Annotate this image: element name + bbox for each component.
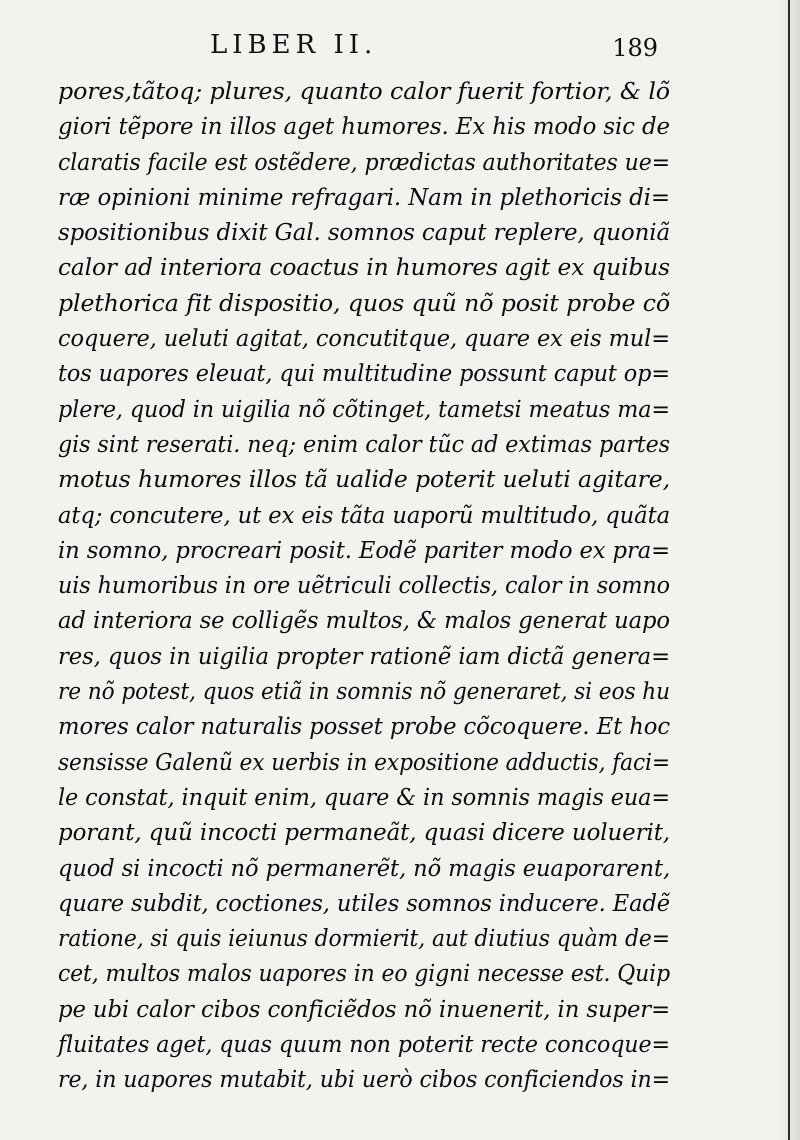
text-line: plethorica fit dispositio, quos quũ nõ posit probe cõ: [58, 288, 671, 317]
text-line: pe ubi calor cibos conficiẽdos nõ inuenerit, in super=: [58, 994, 671, 1023]
text-line: pores,tãtoq; plures, quanto calor fuerit fortior, & lõ: [58, 77, 670, 105]
text-line: res, quos in uigilia propter rationẽ iam dictã genera=: [58, 641, 671, 670]
text-line: uis humoribus in ore uẽtriculi collectis, calor in somno: [58, 571, 670, 600]
text-line: mores calor naturalis posset probe cõcoquere. Et hoc: [58, 712, 670, 741]
text-line: spositionibus dixit Gal. somnos caput replere, quoniã: [58, 218, 670, 247]
text-line: quod si incocti nõ permanerẽt, nõ magis euaporarent,: [58, 853, 671, 882]
text-line: gis sint reserati. neq; enim calor tũc ad extimas partes: [58, 429, 671, 458]
text-line: claratis facile est ostẽdere, prædictas authoritates ue=: [58, 147, 670, 176]
text-line: le constat, inquit enim, quare & in somnis magis eua=: [58, 782, 671, 811]
text-line: tos uapores eleuat, qui multitudine possunt caput op=: [58, 359, 670, 388]
text-block: [58, 74, 670, 1098]
text-line: re nõ potest, quos etiã in somnis nõ generaret, si eos hu: [58, 677, 670, 706]
text-line: giori tẽpore in illos aget humores. Ex his modo sic de: [58, 112, 670, 141]
text-line: coquere, ueluti agitat, concutitque, quare ex eis mul=: [58, 324, 671, 353]
text-line: motus humores illos tã ualide poterit ueluti agitare,: [58, 465, 671, 494]
text-line: atq; concutere, ut ex eis tãta uaporũ multitudo, quãta: [58, 500, 670, 529]
text-line: in somno, procreari posit. Eodẽ pariter modo ex pra=: [58, 535, 670, 564]
text-line: ad interiora se colligẽs multos, & malos generat uapo: [58, 606, 670, 635]
text-line: plere, quod in uigilia nõ cõtinget, tametsi meatus ma=: [58, 394, 670, 423]
text-line: sensisse Galenũ ex uerbis in expositione adductis, faci=: [58, 747, 671, 776]
text-line: calor ad interiora coactus in humores agit ex quibus: [58, 253, 670, 282]
text-line: cet, multos malos uapores in eo gigni necesse est. Quip: [58, 959, 671, 988]
text-line: ræ opinioni minime refragari. Nam in plethoricis di=: [58, 182, 671, 211]
page-number: 189: [612, 34, 658, 62]
spine-edge: [788, 0, 790, 1140]
text-line: ratione, si quis ieiunus dormierit, aut diutius quàm de=: [58, 924, 670, 953]
running-head: LIBER II.: [210, 30, 378, 60]
text-line: fluitates aget, quas quum non poterit recte concoque=: [58, 1030, 670, 1059]
text-line: quare subdit, coctiones, utiles somnos inducere. Eadẽ: [58, 888, 670, 917]
text-line: re, in uapores mutabit, ubi uerò cibos conficiendos in=: [58, 1065, 671, 1094]
text-line: porant, quũ incocti permaneãt, quasi dicere uoluerit,: [58, 818, 671, 847]
